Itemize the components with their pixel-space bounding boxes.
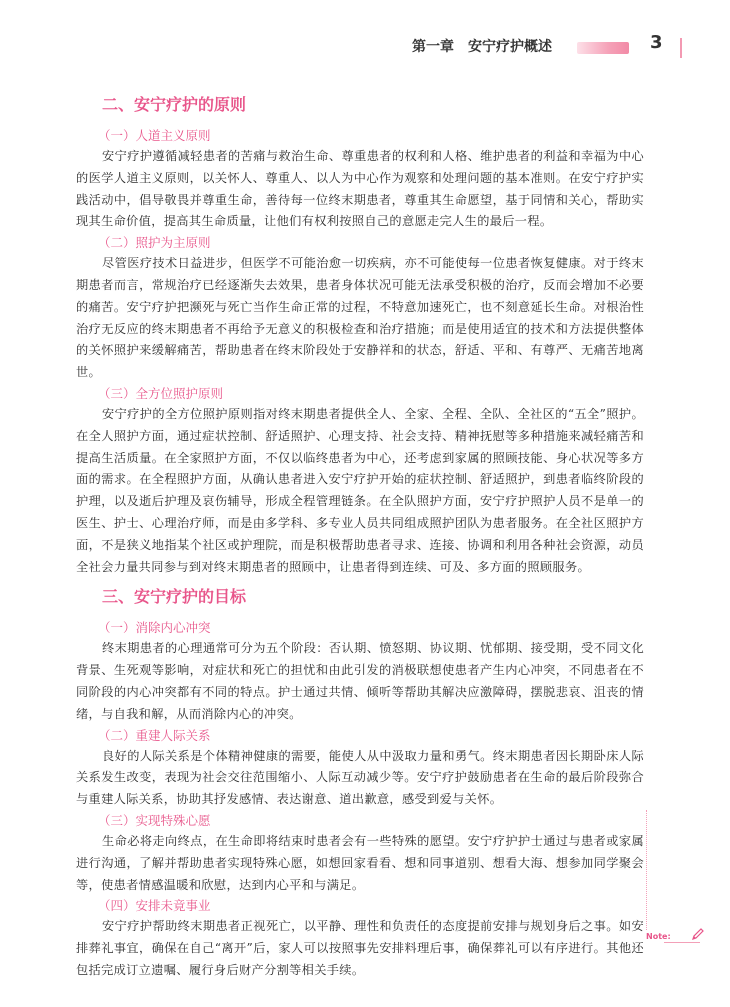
margin-note-underline	[664, 942, 700, 943]
chapter-accent-bar	[577, 42, 629, 54]
section-title: 三、安宁疗护的目标	[102, 587, 247, 607]
subsection-title: （一）消除内心冲突	[98, 620, 211, 636]
pencil-icon	[690, 926, 706, 942]
body-paragraph: 生命必将走向终点，在生命即将结束时患者会有一些特殊的愿望。安宁疗护护士通过与患者或家属进行沟通，了解并帮助患者实现特殊心愿，如想回家看看、想和同事道别、想看大海、想参加同学聚会等，使患者情感温暖和欣慰，达到内心平和与满足。	[76, 833, 644, 892]
body-paragraph: 终末期患者的心理通常可分为五个阶段：否认期、愤怒期、协议期、忧郁期、接受期，受不同文化背景、生死观等影响，对症状和死亡的担忧和由此引发的消极联想使患者产生内心冲突，不同患者在不同阶段的内心冲突都有不同的特点。护士通过共情、倾听等帮助其解决应激障碍，摆脱悲哀、沮丧的情绪，与自我和解，从而消除内心的冲突。	[76, 641, 644, 721]
chapter-title: 第一章 安宁疗护概述	[412, 39, 552, 55]
subsection-title: （三）实现特殊心愿	[98, 812, 211, 828]
subsection-title: （二）照护为主原则	[98, 235, 211, 251]
body-paragraph: 尽管医疗技术日益进步，但医学不可能治愈一切疾病，亦不可能使每一位患者恢复健康。对于终末期患者而言，常规治疗已经逐渐失去效果，患者身体状况可能无法承受积极的治疗，反而会增加不必要的痛苦。安宁疗护把濒死与死亡当作生命正常的过程，不特意加速死亡，也不刻意延长生命。对根治性治疗无反应的终末期患者不再给予无意义的积极检查和治疗措施；而是使用适宜的技术和方法提供整体的关怀照护来缓解痛苦，帮助患者在终末阶段处于安静祥和的状态，舒适、平和、有尊严、无痛苦地离世。	[76, 256, 644, 380]
subsection-title: （一）人道主义原则	[98, 128, 211, 143]
subsection-title: （三）全方位照护原则	[98, 385, 224, 401]
body-paragraph: 良好的人际关系是个体精神健康的需要，能使人从中汲取力量和勇气。终末期患者因长期卧床人际关系发生改变，表现为社会交往范围缩小、人际互动减少等。安宁疗护鼓励患者在生命的最后阶段弥合与重建人际关系，协助其抒发感情、表达谢意、道出歉意，感受到爱与关怀。	[76, 748, 644, 807]
subsection-title: （二）重建人际关系	[98, 727, 211, 743]
margin-note-guide	[646, 810, 647, 930]
page-header	[0, 30, 730, 60]
section-title: 二、安宁疗护的原则	[102, 95, 247, 114]
main-content	[76, 92, 644, 982]
body-paragraph: 安宁疗护的全方位照护原则指对终末期患者提供全人、全家、全程、全队、全社区的“五全”照护。在全人照护方面，通过症状控制、舒适照护、心理支持、社会支持、精神抚慰等多种措施来减轻痛苦和提高生活质量。在全家照护方面，不仅以临终患者为中心，还考虑到家属的照顾技能、身心状况等多方面的需求。在全程照护方面，从确认患者进入安宁疗护开始的症状控制、舒适照护，到患者临终阶段的护理，以及逝后护理及哀伤辅导，形成全程管理链条。在全队照护方面，安宁疗护照护人员不是单一的医生、护士、心理治疗师，而是由多学科、多专业人员共同组成照护团队为患者服务。在全社区照护方面，不是狭义地指某个社区或护理院，而是积极帮助患者寻求、连接、协调和利用各种社会资源，动员全社会力量共同参与到对终末期患者的照顾中，让患者得到连续、可及、多方面的照顾服务。	[76, 406, 644, 574]
margin-note-label: Note:	[646, 932, 671, 941]
body-paragraph: 安宁疗护遵循减轻患者的苦痛与救治生命、尊重患者的权利和人格、维护患者的利益和幸福为中心的医学人道主义原则，以关怀人、尊重人、以人为中心作为观察和处理问题的基本准则。在安宁疗护实践活动中，倡导敬畏并尊重生命，善待每一位终末期患者，尊重其生命愿望，基于同情和关心，帮助实现其生命价值，提高其生命质量，让他们有权利按照自己的意愿走完人生的最后一程。	[76, 149, 644, 229]
page-number: 3	[650, 32, 663, 53]
subsection-title: （四）安排未竟事业	[98, 898, 211, 914]
body-paragraph: 安宁疗护帮助终末期患者正视死亡，以平静、理性和负责任的态度提前安排与规划身后之事。如安排葬礼事宜，确保在自己“离开”后，家人可以按照事先安排料理后事，确保葬礼可以有序进行。其他还包括完成订立遗嘱、履行身后财产分割等相关手续。	[76, 919, 644, 977]
header-divider	[680, 38, 682, 58]
